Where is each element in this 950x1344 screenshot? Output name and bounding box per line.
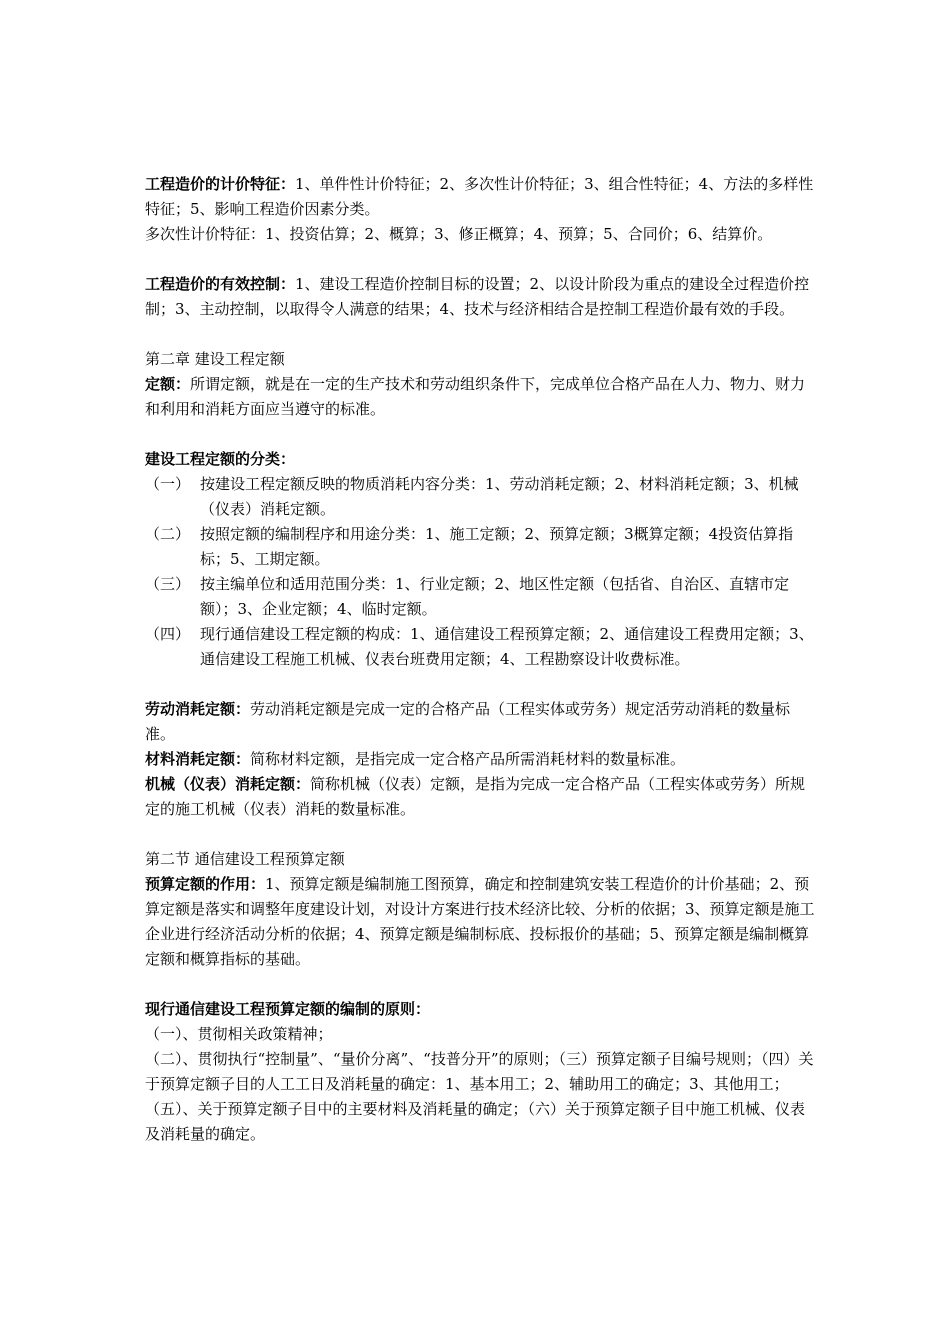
budget-quota-role-heading: 预算定额的作用： [145,875,266,893]
quota-definition-heading: 定额： [145,375,191,393]
list-item-number: （四） [145,625,191,643]
labor-quota-text: 劳动消耗定额是完成一定的合格产品（工程实体或劳务）规定活劳动消耗的数量标准。 [145,700,791,743]
cost-control-paragraph [145,272,817,322]
labor-quota-heading: 劳动消耗定额： [145,700,251,718]
list-item-text: 按建设工程定额反映的物质消耗内容分类：1、劳动消耗定额；2、材料消耗定额；3、机械（仪表）消耗定额。 [200,475,799,518]
pricing-features-paragraph [145,172,817,222]
document-page [145,172,817,1147]
quota-classification-heading: 建设工程定额的分类： [145,450,296,468]
list-item [145,472,817,522]
chapter-heading: 第二章 建设工程定额 [145,350,285,368]
list-item [145,522,817,572]
compilation-principles-heading: 现行通信建设工程预算定额的编制的原则： [145,1000,431,1018]
budget-quota-role-text: 1、预算定额是编制施工图预算，确定和控制建筑安装工程造价的计价基础；2、预算定额是落实和调整年度建设计划，对设计方案进行技术经济比较、分析的依据；3、预算定额是施工企业进行经济活动分析的依据；4、预算定额是编制标底、投标报价的基础；5、预算定额是编制概算定额和概算指标的基础。 [145,875,815,968]
labor-quota-paragraph [145,697,817,747]
machine-quota-heading: 机械（仪表）消耗定额： [145,775,311,793]
machine-quota-text: 简称机械（仪表）定额，是指为完成一定合格产品（工程实体或劳务）所规定的施工机械（仪表）消耗的数量标准。 [145,775,806,818]
cost-control-text: 1、建设工程造价控制目标的设置；2、以设计阶段为重点的建设全过程造价控制；3、主动控制，以取得令人满意的结果；4、技术与经济相结合是控制工程造价最有效的手段。 [145,275,810,318]
section-heading: 第二节 通信建设工程预算定额 [145,850,345,868]
list-item-text: 按照定额的编制程序和用途分类：1、施工定额；2、预算定额；3概算定额；4投资估算指标；5、工期定额。 [200,525,794,568]
list-item [145,622,817,672]
quota-definition-paragraph [145,372,817,422]
list-item-number: （二） [145,525,191,543]
list-item-text: 按主编单位和适用范围分类：1、行业定额；2、地区性定额（包括省、自治区、直辖市定额）；3、企业定额；4、临时定额。 [200,575,790,618]
material-quota-heading: 材料消耗定额： [145,750,251,768]
list-item-number: （三） [145,575,191,593]
list-item [145,572,817,622]
cost-control-heading: 工程造价的有效控制： [145,275,296,293]
list-item-text: 现行通信建设工程定额的构成：1、通信建设工程预算定额；2、通信建设工程费用定额；3、通信建设工程施工机械、仪表台班费用定额；4、工程勘察设计收费标准。 [200,625,814,668]
list-item-number: （一） [145,475,191,493]
machine-quota-paragraph [145,772,817,822]
pricing-features-heading: 工程造价的计价特征： [145,175,296,193]
pricing-features-text: 1、单件性计价特征；2、多次性计价特征；3、组合性特征；4、方法的多样性特征；5、影响工程造价因素分类。 [145,175,814,218]
material-quota-text: 简称材料定额，是指完成一定合格产品所需消耗材料的数量标准。 [250,750,686,768]
principle-paragraph: （二）、贯彻执行“控制量”、“量价分离”、“技普分开”的原则；（三）预算定额子目编号规则；（四）关于预算定额子目的人工工日及消耗量的确定：1、基本用工；2、辅助用工的确定；3、其他用工；（五）、关于预算定额子目中的主要材料及消耗量的确定；（六）关于预算定额子目中施工机械、仪表及消耗量的确定。 [145,1050,814,1143]
multi-pricing-paragraph: 多次性计价特征：1、投资估算；2、概算；3、修正概算；4、预算；5、合同价；6、结算价。 [145,225,773,243]
principle-line: （一）、贯彻相关政策精神； [145,1025,333,1043]
quota-definition-text: 所谓定额，就是在一定的生产技术和劳动组织条件下，完成单位合格产品在人力、物力、财力和利用和消耗方面应当遵守的标准。 [145,375,806,418]
material-quota-paragraph [145,747,817,772]
budget-quota-role-paragraph [145,872,817,972]
